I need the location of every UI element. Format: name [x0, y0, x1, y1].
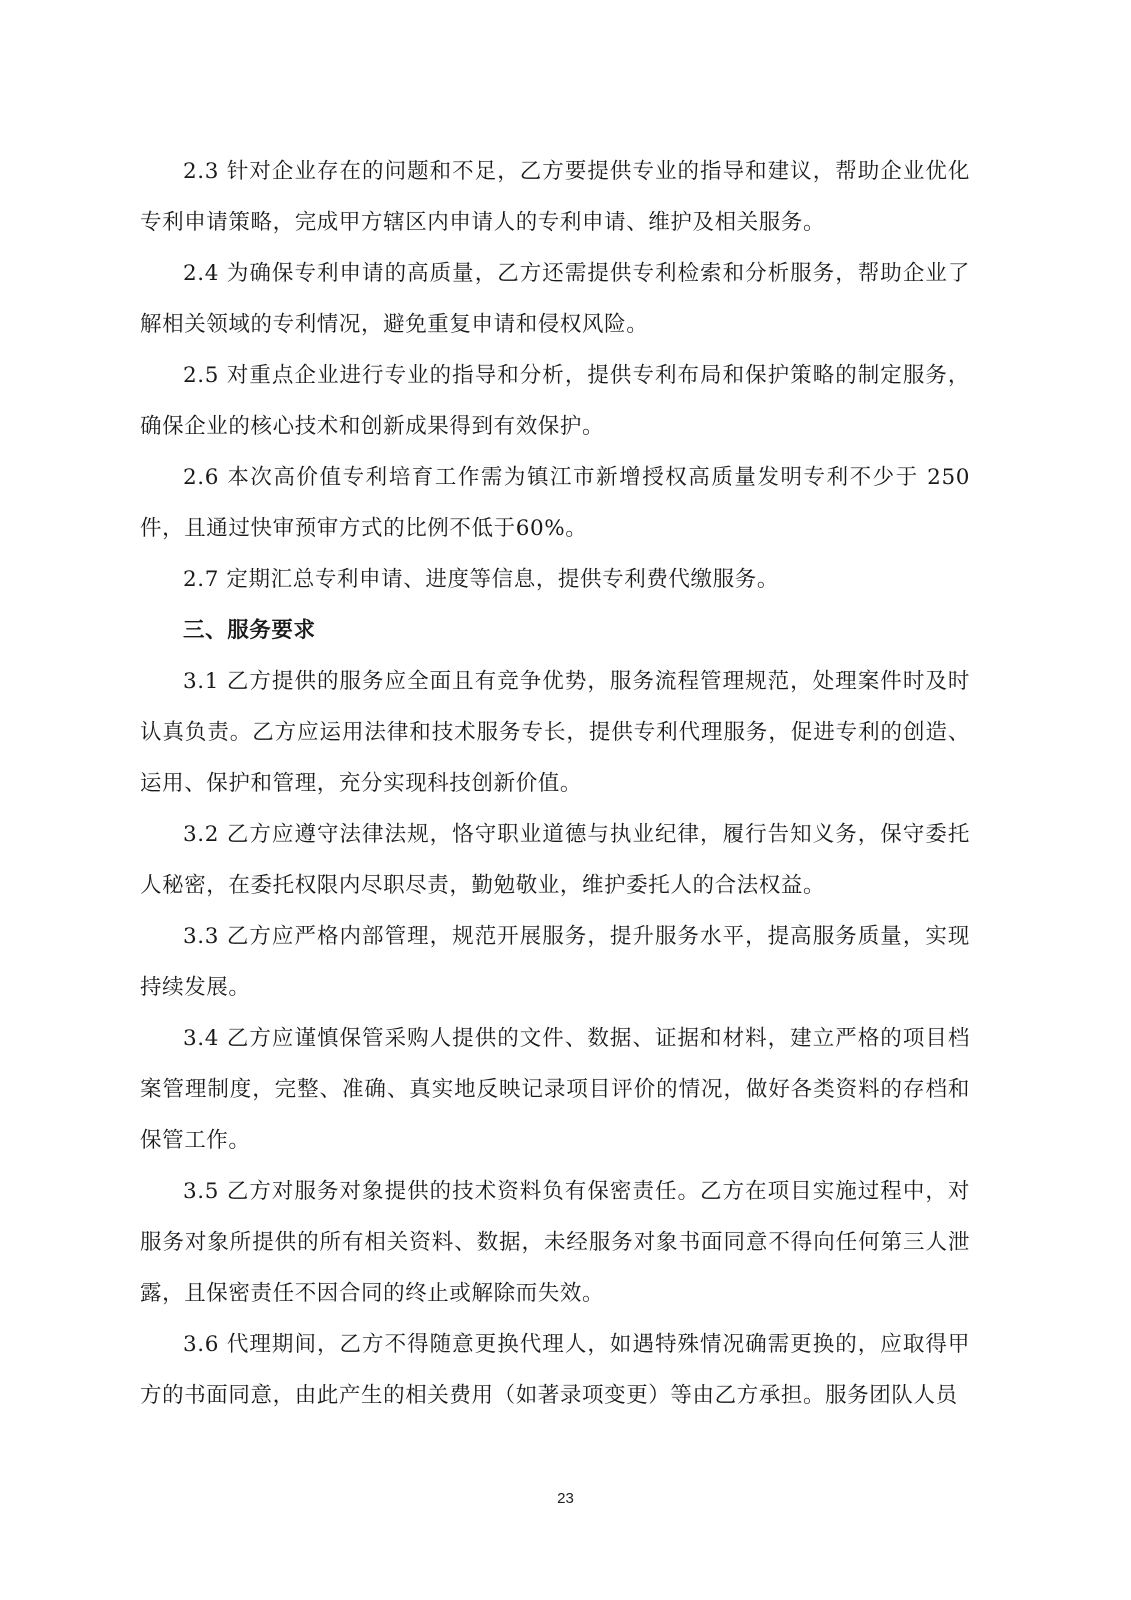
paragraph-3-2: 3.2 乙方应遵守法律法规，恪守职业道德与执业纪律，履行告知义务，保守委托人秘密，在委托权限内尽职尽责，勤勉敬业，维护委托人的合法权益。: [140, 822, 970, 898]
paragraph-2-5: 2.5 对重点企业进行专业的指导和分析，提供专利布局和保护策略的制定服务，确保企业的核心技术和创新成果得到有效保护。: [140, 363, 970, 439]
page-number: 23: [557, 1490, 574, 1507]
section-heading-service-requirements: 三、服务要求: [183, 618, 316, 643]
paragraph-3-4: 3.4 乙方应谨慎保管采购人提供的文件、数据、证据和材料，建立严格的项目档案管理制度，完整、准确、真实地反映记录项目评价的情况，做好各类资料的存档和保管工作。: [140, 1026, 970, 1153]
paragraph-2-7: 2.7 定期汇总专利申请、进度等信息，提供专利费代缴服务。: [183, 567, 779, 592]
paragraph-2-4: 2.4 为确保专利申请的高质量，乙方还需提供专利检索和分析服务，帮助企业了解相关领域的专利情况，避免重复申请和侵权风险。: [140, 261, 970, 337]
paragraph-3-5: 3.5 乙方对服务对象提供的技术资料负有保密责任。乙方在项目实施过程中，对服务对象所提供的所有相关资料、数据，未经服务对象书面同意不得向任何第三人泄露，且保密责任不因合同的终止或解除而失效。: [140, 1179, 970, 1306]
paragraph-2-6: 2.6 本次高价值专利培育工作需为镇江市新增授权高质量发明专利不少于 250 件，且通过快审预审方式的比例不低于60%。: [140, 465, 970, 541]
paragraph-2-3: 2.3 针对企业存在的问题和不足，乙方要提供专业的指导和建议，帮助企业优化专利申请策略，完成甲方辖区内申请人的专利申请、维护及相关服务。: [140, 159, 970, 235]
paragraph-3-6: 3.6 代理期间，乙方不得随意更换代理人，如遇特殊情况确需更换的，应取得甲方的书面同意，由此产生的相关费用（如著录项变更）等由乙方承担。服务团队人员: [140, 1332, 970, 1408]
document-body: [140, 146, 970, 1421]
paragraph-3-3: 3.3 乙方应严格内部管理，规范开展服务，提升服务水平，提高服务质量，实现持续发展。: [140, 924, 970, 1000]
paragraph-3-1: 3.1 乙方提供的服务应全面且有竞争优势，服务流程管理规范，处理案件时及时认真负责。乙方应运用法律和技术服务专长，提供专利代理服务，促进专利的创造、运用、保护和管理，充分实现科技创新价值。: [140, 669, 970, 796]
